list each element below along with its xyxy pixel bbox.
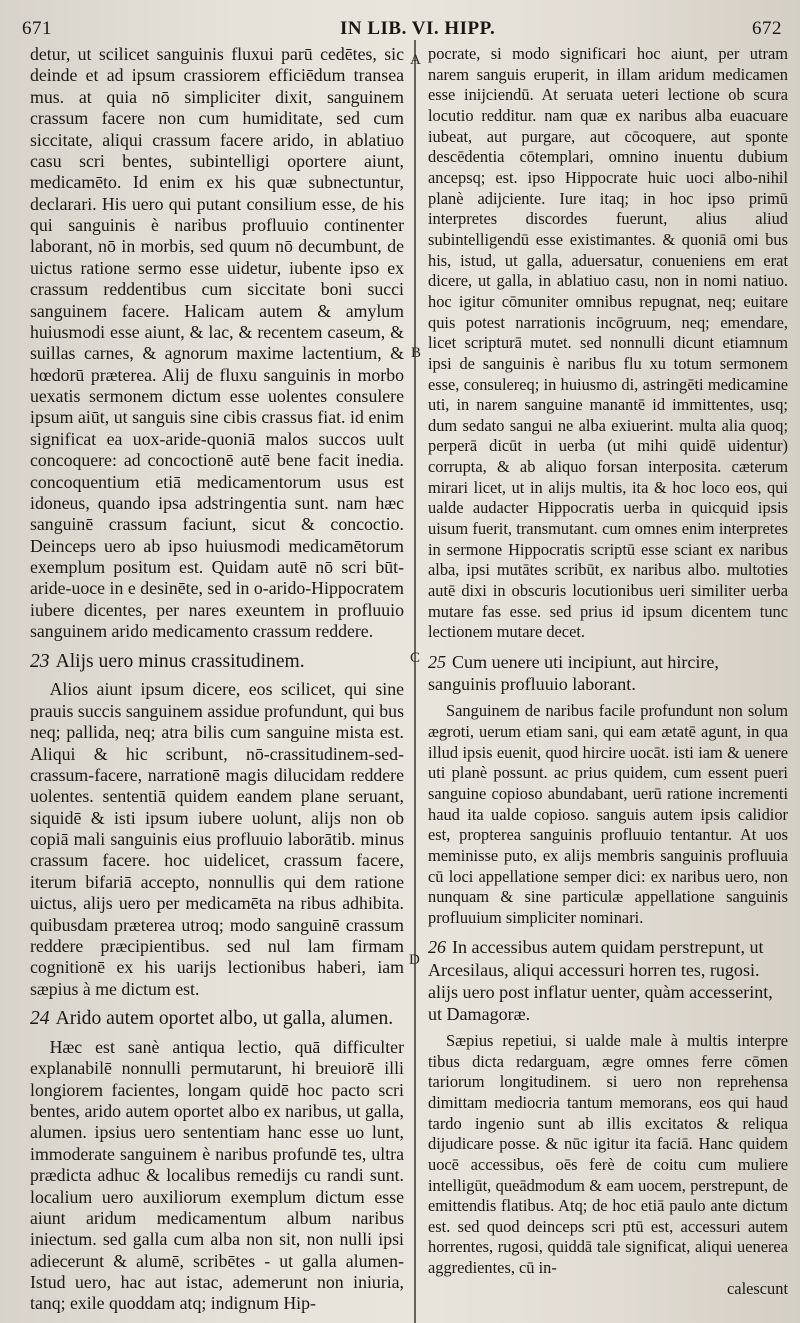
paragraph: detur, ut scilicet sanguinis fluxui parū cedētes, sic deinde et ad ipsum crassiorem efficiēdum transea mus. at quia nō simpliciter dixit, sanguinem crassum facere non cum humiditate, sed cum siccitate, aliqui crassum facere arido, in ablatiuo casu scri bentes, subintelligi oportere aiunt, medicamēto. Id enim ex his quæ subnectuntur, declarari. His uero qui putant consilium esse, de his qui sanguinis è naribus profluuio continenter laborant, nō in morbis, sed quum nō decumbunt, de uictus ratione sermo esse uidetur, iubente ipso ex crassum reddentibus cum siccitate boni succi sanguinem facere. Halicam autem & amylum huiusmodi esse aiunt, & lac, & recentem caseum, & suillas carnes, & agnorum maxime lactentium, & hœdorū præterea. Alij de fluxu sanguinis in morbo uexatis sermonem dictum esse uolentes consulere ipsum aiūt, ut sanguis sine cibis crassus fiat. id enim significat ea uox-aride-quoniā malos succos uult concoquere: ad concoctionē autē bene facit inedia. concoquentium etiā medicamentorum usus est idoneus, quando ipsa adstringentia sunt. nam hæc sanguinē crassum faciunt, sicut & concoctio. Deinceps uero ab ipso huiusmodi medicamētorum exemplum positum est. Quidam autē nō scri būt-aride-uoce in e desinēte, sed in o-arido-Hippocratem iubere dicentes, per nares exeuntem in profluuio sanguinem arido medicamento crassum reddere. [30, 44, 404, 642]
running-title: IN LIB. VI. HIPP. [340, 18, 496, 39]
margin-letter-c: C [410, 650, 421, 666]
paragraph: Sanguinem de naribus facile profundunt non solum ægroti, uerum etiam sani, qui eam ætatē agunt, in qua illud ipsis euenit, quod hircire uocāt. isti iam & uenere uti planè possunt. ac prius quidem, cum essent pueri sanguine copioso abundabant, uerū ratione incrementi haud ita ualde copioso. sanguis autem ipsis calidior est, propterea sanguinis profluuio tentantur. At uos meminisse puto, ex alijs membris sanguinis profluuia cū loci appellatione semper dici: ex naribus uero, non nunquam & sine particulæ appellatione sanguinis profluuium simpliciter nominari. [428, 701, 788, 927]
lemma-24 [30, 1008, 404, 1031]
paragraph: Alios aiunt ipsum dicere, eos scilicet, qui sine prauis succis sanguinem assidue profundunt, qui bus neq; pallida, neq; atra bilis cum sanguine mista est. Aliqui & hic scribunt, nō-crassitudinem-sed-crassum-facere, narrationē magis dilucidam reddere uolentes. sententiā quidem eandem plane seruant, siquidē & isti ipsum iubere uolunt, alijs non ob copiā mali sanguinis eius profluuio laborātib. minus crassum facere. hoc uidelicet, crassum facere, iterum bifariā accepto, nonnullis qui dem ratione uictus, alijs uero per medicamēta na ribus adhibita. quibusdam præterea utroq; modo sanguinē crassum reddere præcipientibus. sed nul lam firmam cognitionē ex his uarijs lectionibus haberi, iam sæpius à me dictum est. [30, 679, 404, 999]
lemma-number: 24 [30, 1008, 50, 1029]
lemma-23 [30, 651, 404, 674]
lemma-number: 26 [428, 937, 447, 958]
running-header [0, 14, 800, 44]
paragraph: Hæc est sanè antiqua lectio, quā difficulter explanabilē nonnulli permutarunt, hi breuiorē illi longiorem facientes, longam quidē hoc pacto scri bentes, arido autem oportet albo ex naribus, ut galla, alumen. ipsius uero sententiam hanc esse uo lunt, immoderate sanguinem è naribus profundē tes, ultra prædicta adhuc & localibus remedijs cu randi sunt. localium uero auxiliorum exemplum dictum esse aiunt aridum medicamentum album naribus iniectum. sed galla cum alba non sit, non nulli ipsi adiecerunt & alumē, scribētes - ut galla alumen-Istud uero, hac aut istac, ademerunt non iniuria, tanq; exile quoddam atq; indignum Hip- [30, 1036, 404, 1314]
lemma-text: In accessibus autem quidam perstrepunt, ut Arcesilaus, aliqui accessuri horren tes, rugosi. alijs uero post inflatur uenter, quàm accesserint, ut Damagoræ. [428, 937, 773, 1024]
left-column [30, 44, 404, 1315]
right-column [428, 44, 788, 1299]
margin-letter-b: B [411, 345, 422, 361]
lemma-26 [428, 936, 788, 1024]
margin-letter-d: D [409, 952, 420, 968]
page-number-left: 671 [22, 18, 52, 39]
catchword: calescunt [727, 1278, 788, 1298]
lemma-text: Cum uenere uti incipiunt, aut hircire, sanguinis profluuio laborant. [428, 652, 719, 695]
lemma-number: 23 [30, 650, 50, 672]
column-divider [414, 40, 416, 1323]
lemma-25 [428, 651, 788, 695]
lemma-number: 25 [428, 652, 447, 673]
lemma-text: Alijs uero minus crassitudinem. [55, 650, 305, 672]
margin-letter-a: A [410, 52, 421, 68]
paragraph: Sæpius repetiui, si ualde male à multis interpre tibus dicta redarguam, ægre omnes ferre cōmen tariorum longitudinem. si uero non reprehensa dimittam mediocria tantum memorans, eos qui haud tardo ingenio sunt ab illis excitatos & reliqua dijudicare posse. & nūc igitur ita faciā. Hanc quidem uocē accessibus, oēs ferè de coitu cum muliere intelligūt, queādmodum & eam uocem, perstrepunt, de emittendis flatibus. Atq; de hoc etiā paulo ante dictum est. sed quod deinceps scri ptū est, accessuri autem horrentes, rugosi, quiddā tale significat, aliqui uenerea aggredientes, cū in- [428, 1030, 788, 1278]
paragraph: pocrate, si modo significari hoc aiunt, per utram narem sanguis eruperit, in illam aridum medicamen esse inijciendū. At seruata ueteri lectione ob scura locutio redditur. nam quæ ex naribus alba euacuare iubeat, aut purgare, aut cōcoquere, aut sponte descēdentia cōtemplari, omnino inuentu dubium ancepsq; est. ipso Hippocrate huic uoci albo-nihil planè adijciente. Iure itaq; in hoc ipso primū interpretes discordes fuerunt, alius aliud subintelligendū esse existimantes. & quoniā omi bus his, istud, ut galla, aduersatur, conueniens em erat dicere, ut galla, in ablatiuo casu, non in nomi natiuo. hoc igitur cōmuniter omnibus repugnat, neq; euitare quis potest narrationis incōgruum, neq; emendare, licet scripturā mutet. sed nonnulli dicunt etiamnum ipsi de sanguinis è naribus flu xu totum sermonem esse, consulereq; in huiusmo di, astringēti medicamine uti, in narem sanguine manantē id immittentes, usq; dum sedato sangui ne alba exiuerint. multa alia quoq; perperā dicūt in uerba (ut mihi quidē uidentur) corrupta, & ab aliquo forsan interposita. cæterum mirari licet, ut in alijs multis, ita & hoc loco eos, qui ualde audacter Hippocratis uerba in quicquid ipsis uisum fuerit, transmutant. cum omnes enim interpretes in sermone Hippocratis scriptū esse sciant ex naribus alba, ipsi mutātes scribūt, ex naribus albo. multoties autē dixi in obscuris locutionibus ueri similiter uerba mutare fas esse. sed prius id ipsum dicentem tunc lectionem mutare decet. [428, 44, 788, 642]
page-number-right: 672 [752, 18, 782, 39]
lemma-text: Arido autem oportet albo, ut galla, alumen. [55, 1008, 394, 1029]
